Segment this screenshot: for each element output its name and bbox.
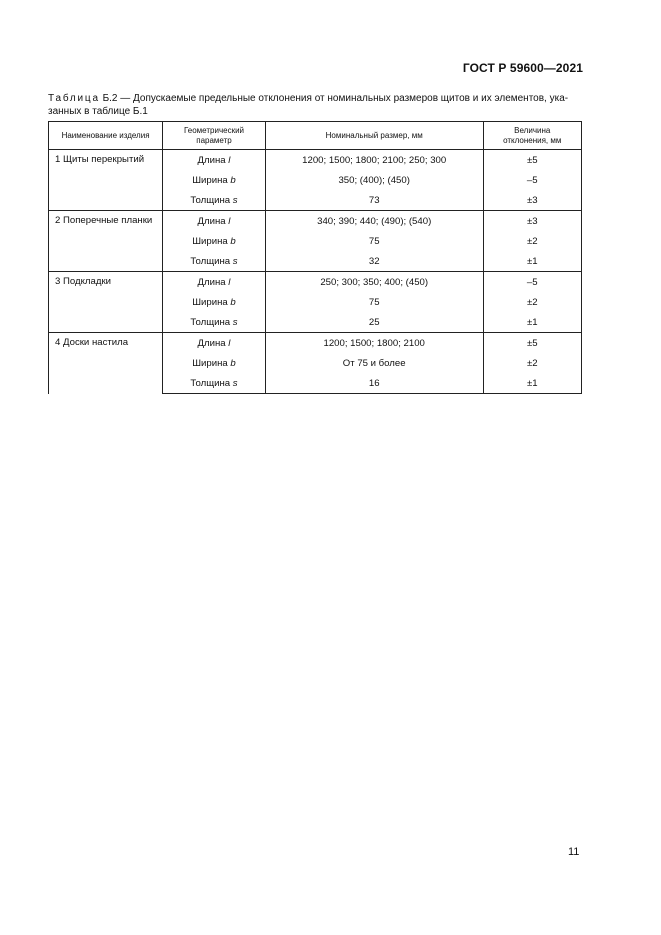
document-standard-header: ГОСТ Р 59600—2021 — [462, 61, 583, 75]
product-name-cell: 1 Щиты перекрытий — [49, 150, 163, 211]
header-geometric-parameter — [163, 122, 266, 150]
nominal-size-cell: От 75 и более — [265, 353, 483, 373]
parameter-cell — [163, 190, 266, 211]
deviation-cell: ±1 — [483, 373, 582, 394]
parameter-name: Толщина — [190, 256, 231, 267]
table-caption — [48, 92, 586, 118]
parameter-symbol: l — [228, 338, 231, 349]
header-dev-line2: отклонения, мм — [503, 135, 562, 145]
nominal-size-cell: 250; 300; 350; 400; (450) — [265, 272, 483, 293]
table-caption-text-continued: занных в таблице Б.1 — [48, 106, 148, 117]
nominal-size-cell: 1200; 1500; 1800; 2100 — [265, 333, 483, 354]
parameter-name: Ширина — [192, 175, 228, 186]
parameter-symbol: b — [230, 297, 236, 308]
parameter-name: Толщина — [190, 317, 231, 328]
product-name-cell: 2 Поперечные планки — [49, 211, 163, 272]
nominal-size-cell: 25 — [265, 312, 483, 333]
parameter-symbol: s — [232, 195, 238, 206]
parameter-cell — [163, 251, 266, 272]
parameter-symbol: l — [228, 277, 231, 288]
deviation-cell: ±5 — [483, 333, 582, 354]
deviation-cell: ±2 — [483, 231, 582, 251]
parameter-cell — [163, 211, 266, 232]
deviation-cell: ±2 — [483, 353, 582, 373]
parameter-cell — [163, 231, 266, 251]
parameter-symbol: b — [230, 175, 236, 186]
parameter-symbol: b — [230, 358, 236, 369]
table-row — [49, 211, 582, 232]
header-dev-line1: Величина — [514, 125, 551, 135]
parameter-name: Длина — [197, 216, 226, 227]
table-row — [49, 272, 582, 293]
deviation-cell: ±3 — [483, 190, 582, 211]
header-product-name: Наименование изделия — [49, 122, 163, 150]
table-row — [49, 333, 582, 354]
parameter-cell — [163, 272, 266, 293]
parameter-cell — [163, 373, 266, 394]
parameter-name: Длина — [197, 338, 226, 349]
nominal-size-cell: 75 — [265, 292, 483, 312]
parameter-name: Толщина — [190, 378, 231, 389]
deviation-cell: ±5 — [483, 150, 582, 171]
header-param-line1: Геометрический — [183, 125, 244, 135]
parameter-cell — [163, 292, 266, 312]
deviation-cell: –5 — [483, 272, 582, 293]
header-param-line2: параметр — [196, 135, 232, 145]
parameter-cell — [163, 353, 266, 373]
parameter-symbol: s — [232, 256, 238, 267]
table-body — [49, 150, 582, 394]
parameter-name: Длина — [197, 155, 226, 166]
parameter-name: Ширина — [192, 236, 228, 247]
parameter-name: Толщина — [190, 195, 231, 206]
table-row — [49, 150, 582, 171]
table-caption-label: Таблица — [48, 93, 100, 104]
nominal-size-cell: 1200; 1500; 1800; 2100; 250; 300 — [265, 150, 483, 171]
parameter-symbol: s — [232, 378, 238, 389]
table-header-row — [49, 122, 582, 150]
parameter-name: Ширина — [192, 358, 228, 369]
parameter-symbol: s — [232, 317, 238, 328]
deviation-cell: –5 — [483, 170, 582, 190]
tolerance-table — [48, 121, 582, 394]
parameter-name: Длина — [197, 277, 226, 288]
deviation-cell: ±2 — [483, 292, 582, 312]
product-name-cell: 4 Доски настила — [49, 333, 163, 394]
parameter-cell — [163, 312, 266, 333]
nominal-size-cell: 340; 390; 440; (490); (540) — [265, 211, 483, 232]
page-number: 11 — [568, 846, 580, 858]
parameter-name: Ширина — [192, 297, 228, 308]
header-deviation — [483, 122, 582, 150]
nominal-size-cell: 32 — [265, 251, 483, 272]
nominal-size-cell: 73 — [265, 190, 483, 211]
deviation-cell: ±3 — [483, 211, 582, 232]
nominal-size-cell: 16 — [265, 373, 483, 394]
parameter-symbol: l — [228, 216, 231, 227]
deviation-cell: ±1 — [483, 312, 582, 333]
parameter-cell — [163, 170, 266, 190]
parameter-cell — [163, 150, 266, 171]
table-caption-text: Б.2 — Допускаемые предельные отклонения от номинальных размеров щитов и их элементов, ука- — [99, 93, 569, 104]
parameter-cell — [163, 333, 266, 354]
parameter-symbol: b — [230, 236, 236, 247]
nominal-size-cell: 350; (400); (450) — [265, 170, 483, 190]
parameter-symbol: l — [228, 155, 231, 166]
header-nominal-size: Номинальный размер, мм — [265, 122, 483, 150]
nominal-size-cell: 75 — [265, 231, 483, 251]
deviation-cell: ±1 — [483, 251, 582, 272]
product-name-cell: 3 Подкладки — [49, 272, 163, 333]
